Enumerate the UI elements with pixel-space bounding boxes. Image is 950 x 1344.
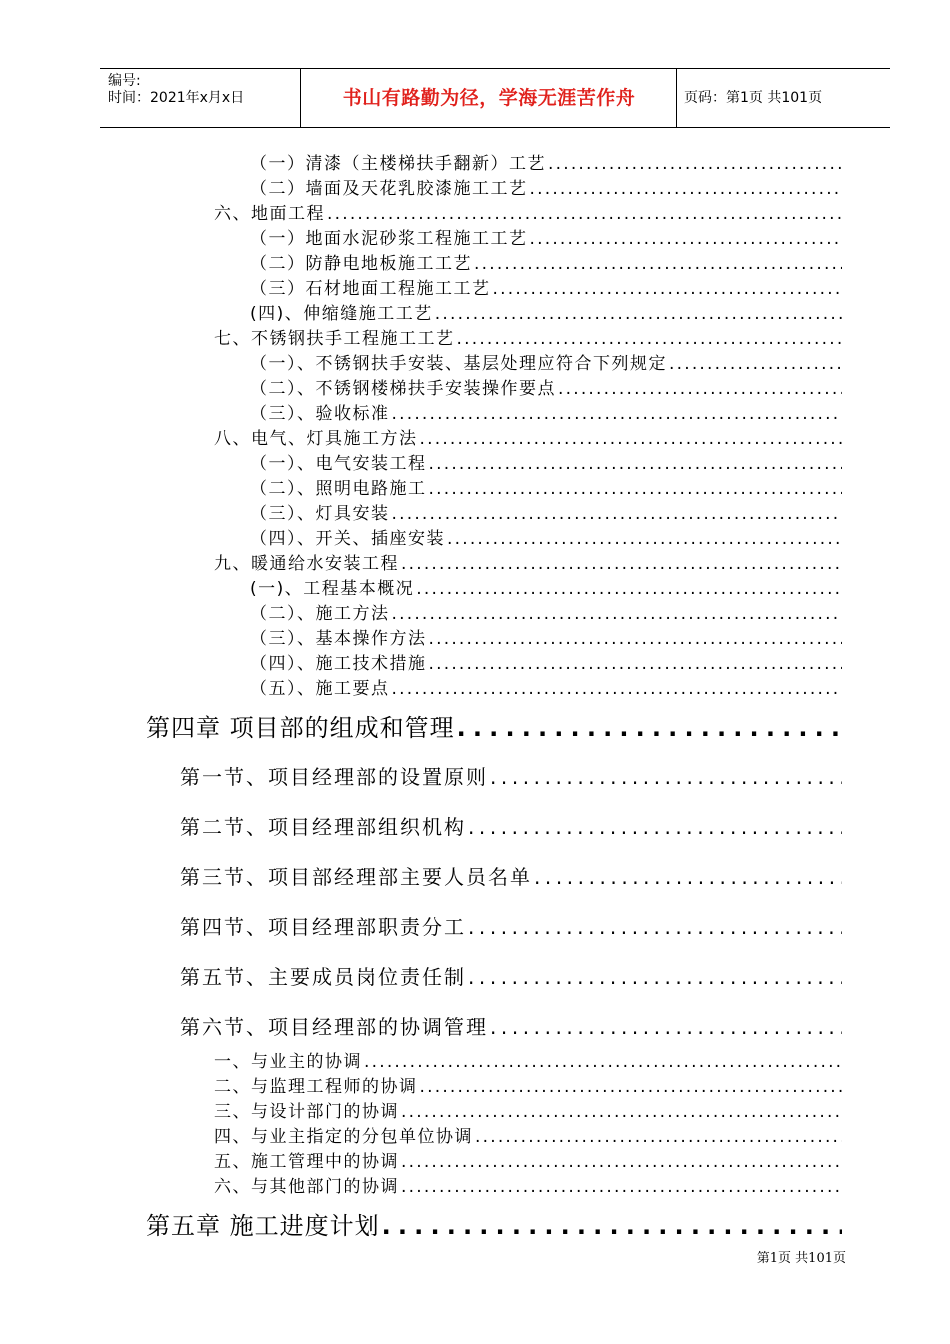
toc-entry-label: （一）、不锈钢扶手安装、基层处理应符合下列规定: [250, 354, 667, 374]
document-time-label: 时间：2021年x月x日: [108, 90, 245, 106]
toc-entry[interactable]: [146, 711, 842, 745]
toc-dot-leader: [474, 252, 842, 276]
toc-entry-label: （五）、施工要点: [250, 679, 390, 699]
toc-entry[interactable]: [250, 677, 842, 701]
toc-entry[interactable]: [214, 1075, 842, 1099]
toc-dot-leader: [493, 277, 843, 301]
header-motto: 书山有路勤为径，学海无涯苦作舟: [342, 87, 636, 109]
toc-dot-leader: [468, 912, 842, 942]
toc-dot-leader: [382, 1209, 842, 1243]
toc-entry[interactable]: [180, 912, 842, 942]
toc-entry[interactable]: [146, 1209, 842, 1243]
toc-entry[interactable]: [180, 762, 842, 792]
toc-entry[interactable]: [250, 177, 842, 201]
toc-entry-label: （四）、施工技术措施: [250, 654, 427, 674]
toc-dot-leader: [327, 202, 842, 226]
toc-entry-label: （二）、照明电路施工: [250, 479, 427, 499]
toc-entry[interactable]: [214, 327, 842, 351]
toc-dot-leader: [457, 327, 843, 351]
toc-entry-label: 九、暖通给水安装工程: [214, 554, 399, 574]
toc-entry-label: （二）防静电地板施工工艺: [250, 254, 472, 274]
toc-dot-leader: [392, 402, 843, 426]
toc-dot-leader: [364, 1050, 842, 1074]
toc-entry-label: (四)、伸缩缝施工工艺: [250, 304, 433, 324]
toc-entry[interactable]: [250, 452, 842, 476]
toc-entry-label: （三）、基本操作方法: [250, 629, 427, 649]
toc-entry[interactable]: [180, 962, 842, 992]
toc-entry-label: （一）地面水泥砂浆工程施工工艺: [250, 229, 528, 249]
toc-entry-label: 二、与监理工程师的协调: [214, 1077, 418, 1097]
toc-entry-label: （二）、不锈钢楼梯扶手安装操作要点: [250, 379, 556, 399]
toc-dot-leader: [420, 427, 843, 451]
toc-entry[interactable]: [250, 627, 842, 651]
toc-dot-leader: [457, 711, 842, 745]
toc-entry[interactable]: [214, 552, 842, 576]
toc-dot-leader: [429, 627, 843, 651]
toc-dot-leader: [530, 177, 843, 201]
toc-dot-leader: [392, 502, 843, 526]
toc-entry-label: 第五节、主要成员岗位责任制: [180, 965, 466, 989]
toc-entry[interactable]: [214, 1100, 842, 1124]
page-footer: 第1页 共101页: [756, 1251, 846, 1266]
toc-dot-leader: [468, 962, 842, 992]
toc-entry-label: （一）、电气安装工程: [250, 454, 427, 474]
toc-dot-leader: [429, 477, 843, 501]
toc-dot-leader: [475, 1125, 842, 1149]
toc-entry-label: 第一节、项目经理部的设置原则: [180, 765, 488, 789]
toc-entry[interactable]: [250, 377, 842, 401]
toc-entry-label: 一、与业主的协调: [214, 1052, 362, 1072]
toc-dot-leader: [435, 302, 842, 326]
toc-dot-leader: [401, 552, 842, 576]
toc-entry[interactable]: [180, 812, 842, 842]
toc-entry[interactable]: [214, 1150, 842, 1174]
toc-entry-label: 六、与其他部门的协调: [214, 1177, 399, 1197]
toc-dot-leader: [558, 377, 842, 401]
toc-dot-leader: [669, 352, 842, 376]
toc-entry-label: (一)、工程基本概况: [250, 579, 415, 599]
toc-entry[interactable]: [180, 1012, 842, 1042]
toc-entry-label: 第二节、项目经理部组织机构: [180, 815, 466, 839]
toc-entry-label: （二）墙面及天花乳胶漆施工工艺: [250, 179, 528, 199]
header-page-info: 页码：第1页 共101页: [684, 90, 823, 106]
toc-entry[interactable]: [250, 277, 842, 301]
toc-entry[interactable]: [250, 152, 842, 176]
toc-entry-label: 五、施工管理中的协调: [214, 1152, 399, 1172]
toc-entry[interactable]: [250, 602, 842, 626]
toc-entry[interactable]: [250, 227, 842, 251]
toc-entry[interactable]: [250, 402, 842, 426]
toc-entry[interactable]: [214, 1125, 842, 1149]
toc-entry[interactable]: [250, 652, 842, 676]
toc-dot-leader: [534, 862, 842, 892]
toc-entry-label: （四）、开关、插座安装: [250, 529, 445, 549]
toc-entry[interactable]: [250, 352, 842, 376]
toc-entry[interactable]: [250, 302, 842, 326]
toc-dot-leader: [392, 677, 843, 701]
toc-entry-label: 八、电气、灯具施工方法: [214, 429, 418, 449]
toc-dot-leader: [420, 1075, 843, 1099]
toc-entry-label: （三）石材地面工程施工工艺: [250, 279, 491, 299]
toc-dot-leader: [401, 1100, 842, 1124]
toc-dot-leader: [530, 227, 843, 251]
toc-entry-label: 七、不锈钢扶手工程施工工艺: [214, 329, 455, 349]
toc-dot-leader: [490, 1012, 842, 1042]
toc-dot-leader: [401, 1175, 842, 1199]
toc-entry[interactable]: [250, 527, 842, 551]
toc-dot-leader: [429, 452, 843, 476]
toc-dot-leader: [490, 762, 842, 792]
toc-dot-leader: [548, 152, 842, 176]
toc-entry[interactable]: [214, 427, 842, 451]
toc-dot-leader: [447, 527, 842, 551]
toc-entry-label: 第四章 项目部的组成和管理: [146, 714, 455, 742]
toc-dot-leader: [392, 602, 843, 626]
toc-entry-label: 第四节、项目经理部职责分工: [180, 915, 466, 939]
toc-entry-label: 三、与设计部门的协调: [214, 1102, 399, 1122]
toc-dot-leader: [468, 812, 842, 842]
toc-entry-label: （一）清漆（主楼梯扶手翻新）工艺: [250, 154, 546, 174]
toc-entry[interactable]: [250, 577, 842, 601]
toc-entry[interactable]: [250, 477, 842, 501]
toc-dot-leader: [401, 1150, 842, 1174]
toc-entry-label: 第三节、项目部经理部主要人员名单: [180, 865, 532, 889]
toc-dot-leader: [416, 577, 842, 601]
toc-entry-label: 六、地面工程: [214, 204, 325, 224]
document-number-label: 编号:: [108, 73, 141, 89]
toc-entry[interactable]: [180, 862, 842, 892]
toc-entry[interactable]: [250, 252, 842, 276]
toc-dot-leader: [429, 652, 843, 676]
toc-entry-label: 第六节、项目经理部的协调管理: [180, 1015, 488, 1039]
toc-entry-label: 四、与业主指定的分包单位协调: [214, 1127, 473, 1147]
toc-entry[interactable]: [214, 1050, 842, 1074]
toc-entry-label: （三）、灯具安装: [250, 504, 390, 524]
toc-entry-label: （二）、施工方法: [250, 604, 390, 624]
toc-entry-label: （三）、验收标准: [250, 404, 390, 424]
toc-entry-label: 第五章 施工进度计划: [146, 1212, 380, 1240]
toc-entry[interactable]: [214, 1175, 842, 1199]
toc-entry[interactable]: [214, 202, 842, 226]
toc-entry[interactable]: [250, 502, 842, 526]
